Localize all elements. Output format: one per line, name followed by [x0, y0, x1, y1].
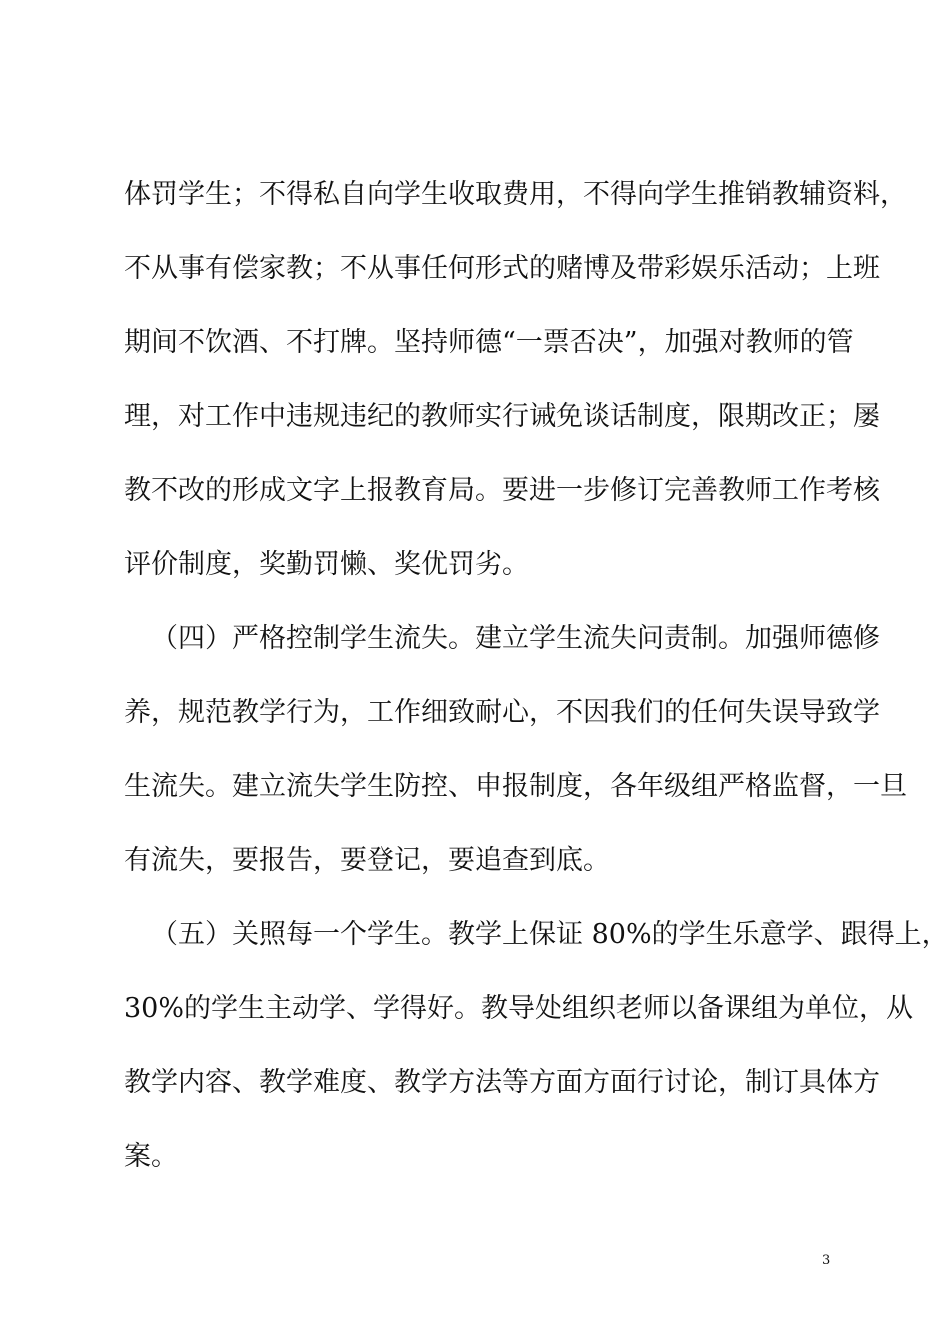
text-line: 体罚学生；不得私自向学生收取费用，不得向学生推销教辅资料， — [124, 179, 907, 210]
text-line: 评价制度，奖勤罚懒、奖优罚劣。 — [124, 549, 529, 580]
text-line: 生流失。建立流失学生防控、申报制度，各年级组严格监督，一旦 — [124, 771, 907, 802]
text-line: 理，对工作中违规违纪的教师实行诫免谈话制度，限期改正；屡 — [124, 401, 880, 432]
text-line: 不从事有偿家教；不从事任何形式的赌博及带彩娱乐活动；上班 — [124, 253, 880, 284]
body-text — [124, 172, 949, 1208]
page-number: 3 — [822, 1253, 831, 1268]
text-line: 有流失，要报告，要登记，要追查到底。 — [124, 845, 610, 876]
text-line: （五）关照每一个学生。教学上保证 80%的学生乐意学、跟得上， — [151, 919, 949, 950]
text-line: 期间不饮酒、不打牌。坚持师德“一票否决”，加强对教师的管 — [124, 327, 854, 358]
text-line: （四）严格控制学生流失。建立学生流失问责制。加强师德修 — [151, 623, 880, 654]
text-line: 30%的学生主动学、学得好。教导处组织老师以备课组为单位，从 — [124, 993, 914, 1024]
text-line: 养，规范教学行为，工作细致耐心，不因我们的任何失误导致学 — [124, 697, 880, 728]
text-line: 教不改的形成文字上报教育局。要进一步修订完善教师工作考核 — [124, 475, 880, 506]
text-line: 教学内容、教学难度、教学方法等方面方面行讨论，制订具体方 — [124, 1067, 880, 1098]
text-line: 案。 — [124, 1141, 178, 1172]
